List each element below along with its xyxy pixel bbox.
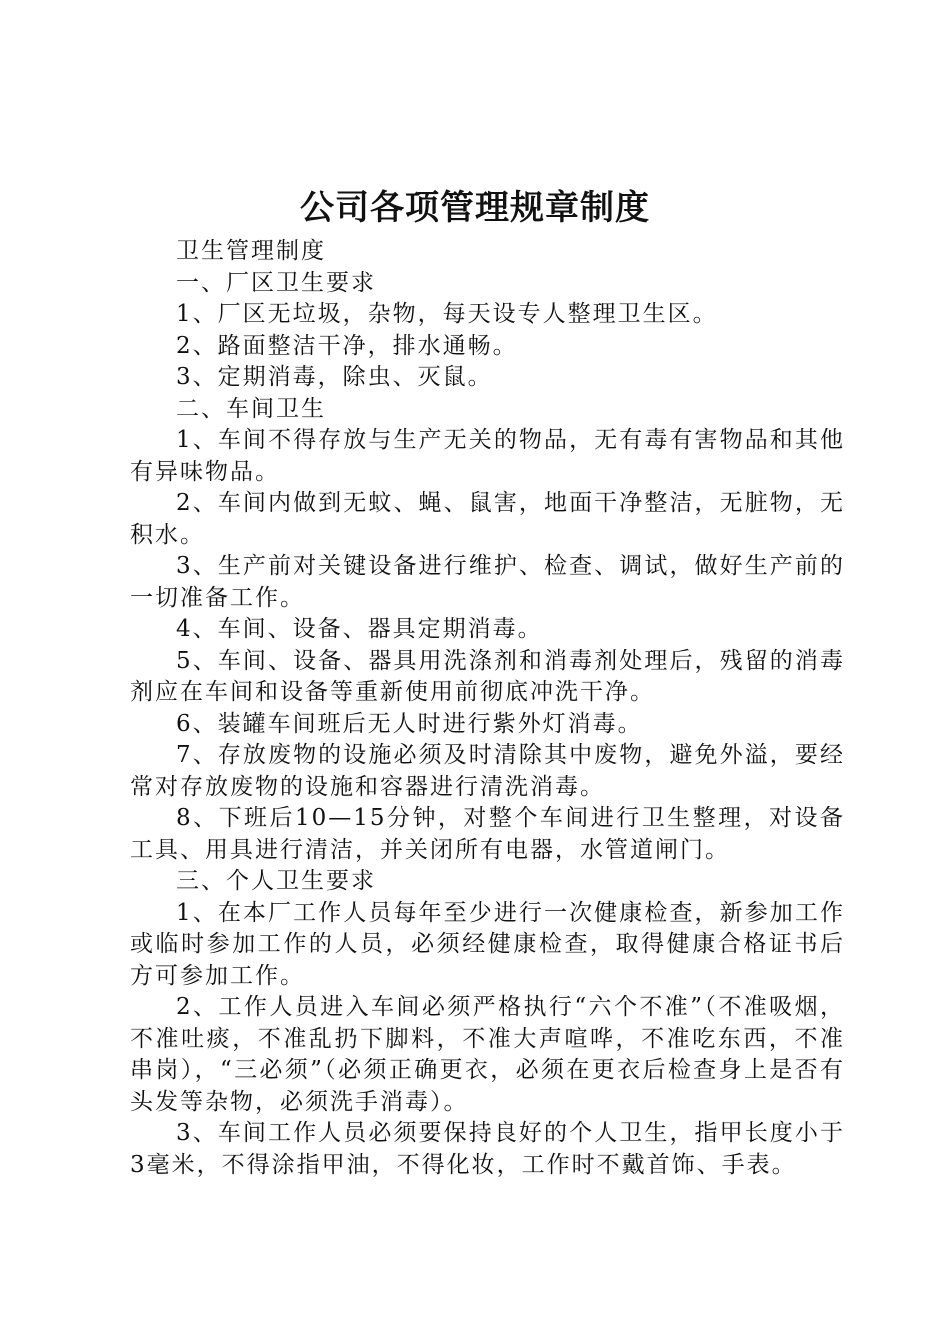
list-item: 3、生产前对关键设备进行维护、检查、调试，做好生产前的一切准备工作。	[130, 553, 845, 611]
list-item: 2、路面整洁干净，排水通畅。	[176, 332, 518, 359]
list-item: 1、厂区无垃圾，杂物，每天设专人整理卫生区。	[176, 301, 718, 327]
subsection-heading: 二、车间卫生	[176, 395, 326, 422]
list-item: 7、存放废物的设施必须及时清除其中废物，避免外溢，要经常对存放废物的设施和容器进行清洗消毒。	[130, 742, 845, 800]
section-heading: 卫生管理制度	[176, 238, 326, 264]
list-item: 2、车间内做到无蚊、蝇、鼠害，地面干净整洁，无脏物，无积水。	[130, 490, 845, 548]
document-title: 公司各项管理规章制度	[300, 188, 650, 228]
list-item: 3、车间工作人员必须要保持良好的个人卫生，指甲长度小于3毫米，不得涂指甲油，不得化妆，工作时不戴首饰、手表。	[130, 1120, 845, 1178]
subsection-heading: 一、厂区卫生要求	[176, 269, 376, 296]
list-item: 8、下班后10—15分钟，对整个车间进行卫生整理，对设备工具、用具进行清洁，并关闭所有电器，水管道闸门。	[130, 805, 845, 863]
list-item: 2、工作人员进入车间必须严格执行“六个不准”（不准吸烟，不准吐痰，不准乱扔下脚料，不准大声喧哗，不准吃东西，不准串岗），“三必须”（必须正确更衣，必须在更衣后检查身上是否有头发等杂物，必须洗手消毒）。	[130, 994, 845, 1115]
list-item: 3、定期消毒，除虫、灭鼠。	[176, 364, 493, 390]
document-body	[130, 236, 845, 1181]
list-item: 4、车间、设备、器具定期消毒。	[176, 616, 543, 642]
list-item: 1、车间不得存放与生产无关的物品，无有毒有害物品和其他有异味物品。	[130, 427, 845, 485]
subsection-heading: 三、个人卫生要求	[176, 868, 376, 894]
list-item: 6、装罐车间班后无人时进行紫外灯消毒。	[176, 710, 643, 737]
list-item: 1、在本厂工作人员每年至少进行一次健康检查，新参加工作或临时参加工作的人员，必须经健康检查，取得健康合格证书后方可参加工作。	[130, 899, 845, 989]
list-item: 5、车间、设备、器具用洗涤剂和消毒剂处理后，残留的消毒剂应在车间和设备等重新使用前彻底冲洗干净。	[130, 647, 845, 705]
